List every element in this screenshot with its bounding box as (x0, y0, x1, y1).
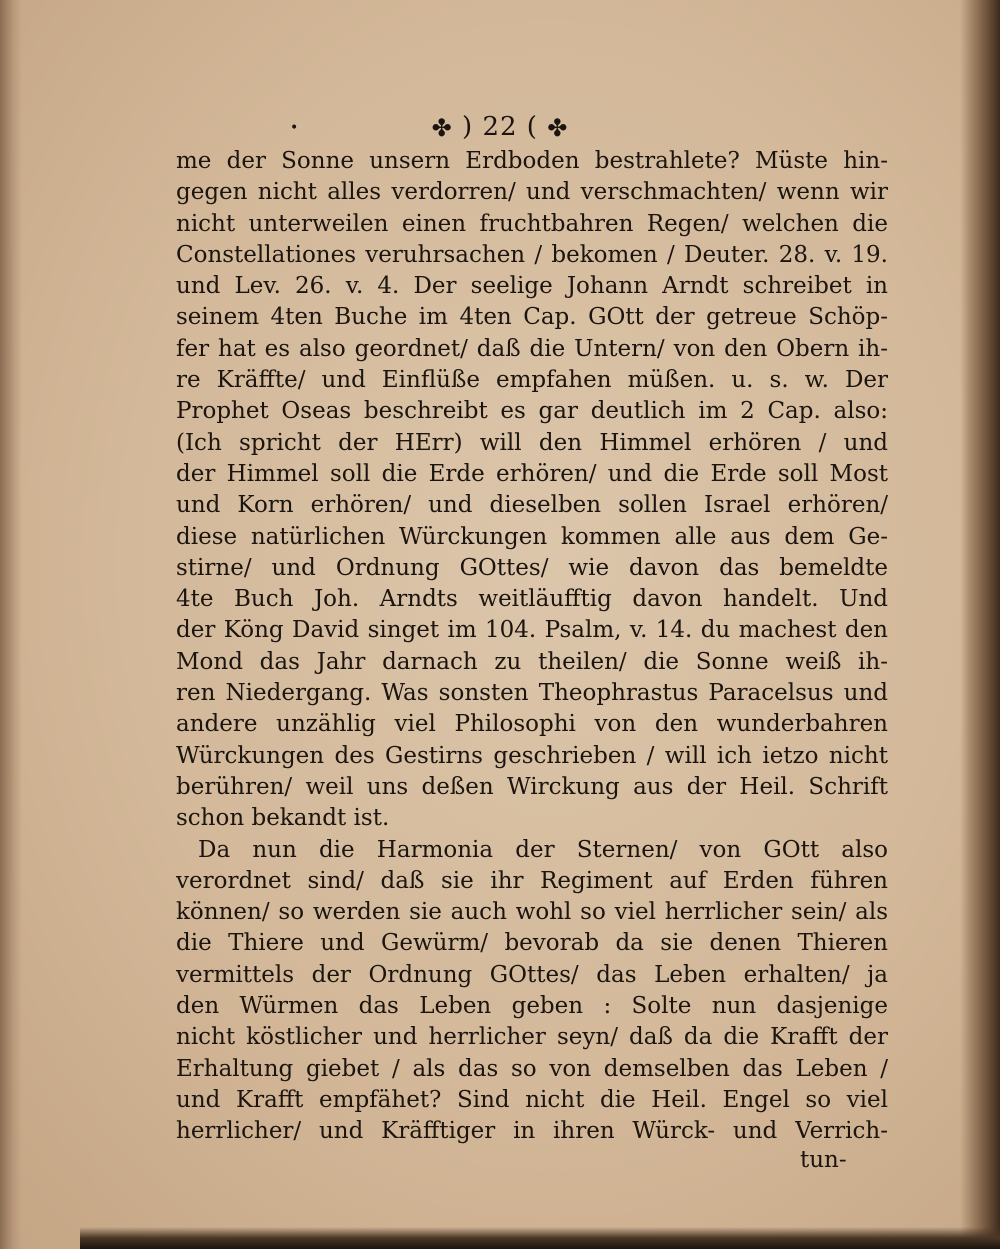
text-line: können/ so werden sie auch wohl so viel herrlicher sein/ als (176, 899, 888, 926)
text-line: Erhaltung giebet / als das so von demselben das Leben / (176, 1055, 888, 1082)
catchword: tun- (800, 1147, 847, 1173)
text-line: seinem 4ten Buche im 4ten Cap. GOtt der getreue Schöp- (176, 304, 888, 331)
page-header (0, 112, 1000, 142)
text-line: andere unzählig viel Philosophi von den wunderbahren (176, 711, 888, 738)
text-line: 4te Buch Joh. Arndts weitläufftig davon handelt. Und (176, 586, 888, 613)
page-edge-bottom (80, 1227, 1000, 1249)
text-line: re Kräffte/ und Einflüße empfahen müßen. u. s. w. Der (176, 367, 888, 394)
text-line: vermittels der Ordnung GOttes/ das Leben erhalten/ ja (176, 961, 888, 988)
text-line: der Himmel soll die Erde erhören/ und die Erde soll Most (176, 460, 888, 487)
binding-shadow (0, 0, 22, 1249)
text-line: me der Sonne unsern Erdboden bestrahlete? Müste hin- (176, 148, 888, 174)
text-line: ren Niedergang. Was sonsten Theophrastus Paracelsus und (176, 680, 888, 707)
header-marker: • (290, 120, 300, 136)
text-line: den Würmen das Leben geben : Solte nun dasjenige (176, 993, 888, 1020)
text-line: nicht unterweilen einen fruchtbahren Regen/ welchen die (176, 210, 888, 237)
paragraph-start-line: Da nun die Harmonia der Sternen/ von GOtt also (198, 836, 888, 863)
text-line: diese natürlichen Würckungen kommen alle aus dem Ge- (176, 523, 888, 550)
text-line: und Korn erhören/ und dieselben sollen Israel erhören/ (176, 492, 888, 519)
page-number: ) 22 ( (462, 112, 538, 142)
text-line: verordnet sind/ daß sie ihr Regiment auf Erden führen (176, 867, 888, 894)
ornament-right-icon: ✤ (547, 114, 569, 142)
text-line: Constellationes veruhrsachen / bekomen / Deuter. 28. v. 19. (176, 241, 888, 268)
text-line: (Ich spricht der HErr) will den Himmel erhören / und (176, 429, 888, 456)
body-text (176, 146, 888, 1148)
text-line: Mond das Jahr darnach zu theilen/ die Sonne weiß ih- (176, 648, 888, 675)
text-line: und Lev. 26. v. 4. Der seelige Johann Arndt schreibet in (176, 273, 888, 300)
text-line: berühren/ weil uns deßen Wirckung aus der Heil. Schrift (176, 773, 888, 800)
text-line: gegen nicht alles verdorren/ und verschmachten/ wenn wir (176, 179, 888, 206)
text-line: fer hat es also geordnet/ daß die Untern/ von den Obern ih- (176, 335, 888, 362)
text-line: Prophet Oseas beschreibt es gar deutlich im 2 Cap. also: (176, 398, 888, 425)
text-line: schon bekandt ist. (176, 805, 390, 832)
text-line: die Thiere und Gewürm/ bevorab da sie denen Thieren (176, 930, 888, 957)
text-line: nicht köstlicher und herrlicher seyn/ daß da die Krafft der (176, 1024, 888, 1051)
text-line: und Krafft empfähet? Sind nicht die Heil. Engel so viel (176, 1086, 888, 1113)
text-line: der Köng David singet im 104. Psalm, v. 14. du machest den (176, 617, 888, 644)
text-line: Würckungen des Gestirns geschrieben / will ich ietzo nicht (176, 742, 888, 769)
page-edge-right (960, 0, 1000, 1249)
text-line: stirne/ und Ordnung GOttes/ wie davon das bemeldte (176, 554, 888, 581)
ornament-left-icon: ✤ (431, 114, 453, 142)
text-line: herrlicher/ und Kräfftiger in ihren Würck- und Verrich- (176, 1118, 888, 1145)
